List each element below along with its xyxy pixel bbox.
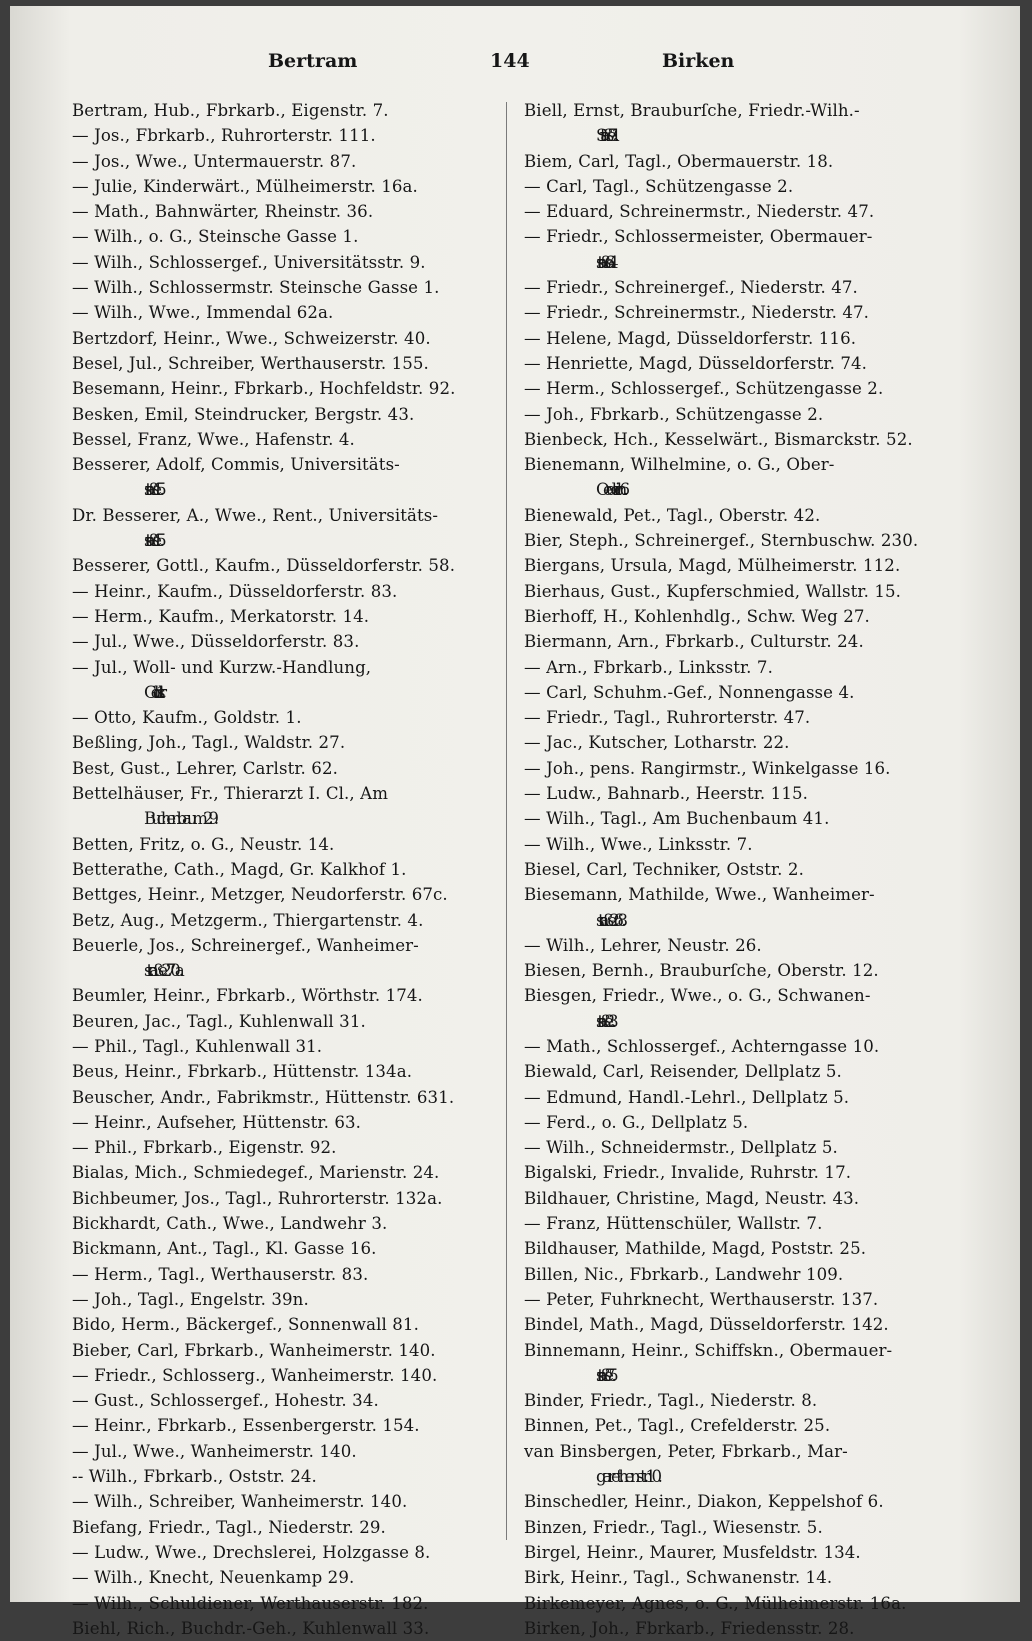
directory-entry-continuation: straße 75. <box>596 1365 610 1385</box>
directory-entry: — Ferd., o. G., Dellplatz 5. <box>524 1112 749 1132</box>
directory-entry: Birgel, Heinr., Maurer, Musfeldstr. 134. <box>524 1542 861 1562</box>
directory-entry-continuation: straße 64. <box>596 252 610 272</box>
directory-entry: — Wilh., Schlossermstr. Steinsche Gasse 1. <box>72 278 440 298</box>
directory-entry: — Julie, Kinderwärt., Mülheimerstr. 16a. <box>72 176 418 196</box>
directory-entry: — Jul., Wwe., Düsseldorferstr. 83. <box>72 632 360 652</box>
directory-entry: Bildhauer, Christine, Magd, Neustr. 43. <box>524 1188 860 1208</box>
page-number: 144 <box>490 50 530 72</box>
directory-entry: — Wilh., Schlossergef., Universitätsstr. 9. <box>72 252 426 272</box>
directory-entry: — Joh., Tagl., Engelstr. 39n. <box>72 1289 309 1309</box>
directory-entry: Besemann, Heinr., Fbrkarb., Hochfeldstr. 92. <box>72 379 456 399</box>
directory-entry: — Wilh., Lehrer, Neustr. 26. <box>524 935 762 955</box>
left-column <box>72 98 500 1641</box>
directory-entry: Biermann, Arn., Fbrkarb., Culturstr. 24. <box>524 632 864 652</box>
directory-entry: Binnemann, Heinr., Schiffskn., Obermauer- <box>524 1340 893 1360</box>
directory-entry: Bierhoff, H., Kohlenhdlg., Schw. Weg 27. <box>524 606 870 626</box>
directory-entry: — Jos., Wwe., Untermauerstr. 87. <box>72 151 357 171</box>
directory-entry: Bettelhäuser, Fr., Thierarzt I. Cl., Am <box>72 784 389 804</box>
right-column <box>524 98 964 1641</box>
directory-entry: Birken, Joh., Fbrkarb., Friedensstr. 28. <box>524 1618 855 1638</box>
directory-entry-continuation: Straße 71. <box>596 126 613 146</box>
directory-entry: Besserer, Gottl., Kaufm., Düsseldorferstr. 58. <box>72 556 456 576</box>
directory-entry: — Jac., Kutscher, Lotharstr. 22. <box>524 733 790 753</box>
directory-entry: Bialas, Mich., Schmiedegef., Marienstr. 24. <box>72 1163 440 1183</box>
directory-entry: Bieber, Carl, Fbrkarb., Wanheimerstr. 140. <box>72 1340 436 1360</box>
directory-entry: — Wilh., Knecht, Neuenkamp 29. <box>72 1568 355 1588</box>
directory-entry: Binschedler, Heinr., Diakon, Keppelshof 6. <box>524 1492 884 1512</box>
directory-entry: — Friedr., Tagl., Ruhrorterstr. 47. <box>524 708 811 728</box>
directory-entry: Billen, Nic., Fbrkarb., Landwehr 109. <box>524 1264 844 1284</box>
directory-entry: — Carl, Schuhm.-Gef., Nonnengasse 4. <box>524 682 855 702</box>
directory-entry: Betterathe, Cath., Magd, Gr. Kalkhof 1. <box>72 859 407 879</box>
directory-entry: — Wilh., Wwe., Immendal 62a. <box>72 303 334 323</box>
directory-entry: Binzen, Friedr., Tagl., Wiesenstr. 5. <box>524 1517 823 1537</box>
directory-entry: Besserer, Adolf, Commis, Universitäts- <box>72 455 400 475</box>
directory-entry: — Friedr., Schlosserg., Wanheimerstr. 140. <box>72 1365 438 1385</box>
directory-entry: — Wilh., Tagl., Am Buchenbaum 41. <box>524 809 830 829</box>
directory-entry: Beumler, Heinr., Fbrkarb., Wörthstr. 174. <box>72 986 423 1006</box>
directory-entry-continuation: straße 15. <box>144 480 158 500</box>
directory-entry: — Friedr., Schlossermeister, Obermauer- <box>524 227 873 247</box>
directory-entry: Birk, Heinr., Tagl., Schwanenstr. 14. <box>524 1568 833 1588</box>
directory-entry: — Heinr., Aufseher, Hüttenstr. 63. <box>72 1112 362 1132</box>
directory-entry: Betten, Fritz, o. G., Neustr. 14. <box>72 834 335 854</box>
directory-entry: — Jul., Woll- und Kurzw.-Handlung, <box>72 657 372 677</box>
directory-entry: — Helene, Magd, Düsseldorferstr. 116. <box>524 328 857 348</box>
directory-entry-continuation: garethenstr. 10. <box>596 1467 659 1487</box>
directory-entry: Bienbeck, Hch., Kesselwärt., Bismarckstr. 52. <box>524 429 913 449</box>
directory-entry: Bickmann, Ant., Tagl., Kl. Gasse 16. <box>72 1239 377 1259</box>
directory-entry-continuation: Buchenbaum 29. <box>144 809 214 829</box>
directory-entry: Bildhauser, Mathilde, Magd, Poststr. 25. <box>524 1239 867 1259</box>
directory-entry: Bichbeumer, Jos., Tagl., Ruhrorterstr. 132a. <box>72 1188 443 1208</box>
directory-entry: Bigalski, Friedr., Invalide, Ruhrstr. 17. <box>524 1163 852 1183</box>
directory-entry: — Wilh., Schreiber, Wanheimerstr. 140. <box>72 1492 408 1512</box>
directory-entry: Beßling, Joh., Tagl., Waldstr. 27. <box>72 733 346 753</box>
directory-entry: Beuerle, Jos., Schreinergef., Wanheimer- <box>72 935 419 955</box>
directory-entry: — Phil., Tagl., Kuhlenwall 31. <box>72 1036 323 1056</box>
directory-entry: — Ludw., Bahnarb., Heerstr. 115. <box>524 784 809 804</box>
directory-entry: — Heinr., Kaufm., Düsseldorferstr. 83. <box>72 581 398 601</box>
directory-entry: — Joh., Fbrkarb., Schützengasse 2. <box>524 404 824 424</box>
directory-entry: — Edmund, Handl.-Lehrl., Dellplatz 5. <box>524 1087 850 1107</box>
directory-entry: Binnen, Pet., Tagl., Crefelderstr. 25. <box>524 1416 831 1436</box>
directory-entry: Bierhaus, Gust., Kupferschmied, Wallstr. 15. <box>524 581 902 601</box>
directory-entry: Biem, Carl, Tagl., Obermauerstr. 18. <box>524 151 834 171</box>
directory-entry: Biewald, Carl, Reisender, Dellplatz 5. <box>524 1062 842 1082</box>
directory-entry: van Binsbergen, Peter, Fbrkarb., Mar- <box>524 1441 848 1461</box>
directory-entry-continuation: straße 23. <box>596 1011 610 1031</box>
directory-entry: — Ludw., Wwe., Drechslerei, Holzgasse 8. <box>72 1542 431 1562</box>
directory-entry: — Math., Schlossergef., Achterngasse 10. <box>524 1036 880 1056</box>
directory-entry: Bessel, Franz, Wwe., Hafenstr. 4. <box>72 429 355 449</box>
directory-entry: — Joh., pens. Rangirmstr., Winkelgasse 16. <box>524 758 891 778</box>
directory-entry: Bettges, Heinr., Metzger, Neudorferstr. 67c. <box>72 885 448 905</box>
directory-entry: Beuscher, Andr., Fabrikmstr., Hüttenstr. 631. <box>72 1087 455 1107</box>
directory-entry: — Wilh., o. G., Steinsche Gasse 1. <box>72 227 359 247</box>
directory-entry: Bertzdorf, Heinr., Wwe., Schweizerstr. 40. <box>72 328 431 348</box>
directory-entry: — Wilh., Wwe., Linksstr. 7. <box>524 834 753 854</box>
directory-entry: — Math., Bahnwärter, Rheinstr. 36. <box>72 202 374 222</box>
directory-entry: Besel, Jul., Schreiber, Werthauserstr. 155. <box>72 353 429 373</box>
directory-entry: — Herm., Kaufm., Merkatorstr. 14. <box>72 606 370 626</box>
directory-entry: Biehl, Rich., Buchdr.-Geh., Kuhlenwall 33. <box>72 1618 430 1638</box>
directory-entry: Dr. Besserer, A., Wwe., Rent., Universitäts- <box>72 505 439 525</box>
directory-entry: Biell, Ernst, Brauburſche, Friedr.-Wilh.- <box>524 101 860 120</box>
directory-entry: Bertram, Hub., Fbrkarb., Eigenstr. 7. <box>72 101 389 120</box>
directory-entry: — Heinr., Fbrkarb., Essenbergerstr. 154. <box>72 1416 420 1436</box>
directory-entry: Biesen, Bernh., Brauburſche, Oberstr. 12. <box>524 961 879 981</box>
header-last-name: Birken <box>662 50 735 72</box>
directory-entry-continuation: Oederich 6. <box>596 480 623 500</box>
directory-entry: -- Wilh., Fbrkarb., Oststr. 24. <box>72 1467 317 1487</box>
directory-entry: Beus, Heinr., Fbrkarb., Hüttenstr. 134a. <box>72 1062 413 1082</box>
directory-entry: Biergans, Ursula, Magd, Mülheimerstr. 112. <box>524 556 901 576</box>
directory-entry-continuation: straße 268. <box>596 910 621 930</box>
directory-entry: — Gust., Schlossergef., Hohestr. 34. <box>72 1391 379 1411</box>
directory-entry: — Peter, Fuhrknecht, Werthauserstr. 137. <box>524 1289 879 1309</box>
directory-entry: — Friedr., Schreinermstr., Niederstr. 47. <box>524 303 870 323</box>
directory-entry: Birkemeyer, Agnes, o. G., Mülheimerstr. 16a. <box>524 1593 907 1613</box>
directory-entry: Bickhardt, Cath., Wwe., Landwehr 3. <box>72 1214 388 1234</box>
directory-entry: — Wilh., Schuldiener, Werthauserstr. 182. <box>72 1593 429 1613</box>
directory-entry: Bienewald, Pet., Tagl., Oberstr. 42. <box>524 505 821 525</box>
directory-entry: — Wilh., Schneidermstr., Dellplatz 5. <box>524 1138 838 1158</box>
page-header <box>10 50 1020 80</box>
directory-entry: — Otto, Kaufm., Goldstr. 1. <box>72 708 302 728</box>
directory-entry-continuation: straße 270a. <box>144 961 179 981</box>
directory-entry: Bier, Steph., Schreinergef., Sternbuschw. 230. <box>524 531 919 551</box>
directory-entry: Best, Gust., Lehrer, Carlstr. 62. <box>72 758 338 778</box>
directory-entry: — Eduard, Schreinermstr., Niederstr. 47. <box>524 202 875 222</box>
directory-entry: — Jul., Wwe., Wanheimerstr. 140. <box>72 1441 357 1461</box>
directory-entry: Bienemann, Wilhelmine, o. G., Ober- <box>524 455 835 475</box>
directory-entry: Beuren, Jac., Tagl., Kuhlenwall 31. <box>72 1011 366 1031</box>
directory-entry: Biefang, Friedr., Tagl., Niederstr. 29. <box>72 1517 386 1537</box>
directory-entry: Biesgen, Friedr., Wwe., o. G., Schwanen- <box>524 986 871 1006</box>
directory-entry: — Arn., Fbrkarb., Linksstr. 7. <box>524 657 773 677</box>
directory-entry: Bido, Herm., Bäckergef., Sonnenwall 81. <box>72 1315 419 1335</box>
directory-entry: — Phil., Fbrkarb., Eigenstr. 92. <box>72 1138 337 1158</box>
directory-entry: Bindel, Math., Magd, Düsseldorferstr. 142. <box>524 1315 889 1335</box>
directory-entry: — Carl, Tagl., Schützengasse 2. <box>524 176 794 196</box>
directory-entry: Biesel, Carl, Techniker, Oststr. 2. <box>524 859 804 879</box>
header-first-name: Bertram <box>268 50 358 72</box>
directory-entry: — Friedr., Schreinergef., Niederstr. 47. <box>524 278 858 298</box>
directory-entry: — Herm., Tagl., Werthauserstr. 83. <box>72 1264 369 1284</box>
directory-entry: — Herm., Schlossergef., Schützengasse 2. <box>524 379 884 399</box>
directory-entry: — Henriette, Magd, Düsseldorferstr. 74. <box>524 353 868 373</box>
directory-entry-continuation: straße 15. <box>144 531 158 551</box>
directory-entry-continuation: Goldstr. 1. <box>144 682 159 702</box>
directory-entry: Binder, Friedr., Tagl., Niederstr. 8. <box>524 1391 818 1411</box>
directory-page <box>10 6 1020 1638</box>
directory-entry: Betz, Aug., Metzgerm., Thiergartenstr. 4. <box>72 910 424 930</box>
column-divider <box>506 102 507 1540</box>
directory-entry: — Jos., Fbrkarb., Ruhrorterstr. 111. <box>72 126 376 146</box>
directory-entry: Besken, Emil, Steindrucker, Bergstr. 43. <box>72 404 415 424</box>
directory-entry: — Franz, Hüttenschüler, Wallstr. 7. <box>524 1214 823 1234</box>
directory-entry: Biesemann, Mathilde, Wwe., Wanheimer- <box>524 885 875 905</box>
